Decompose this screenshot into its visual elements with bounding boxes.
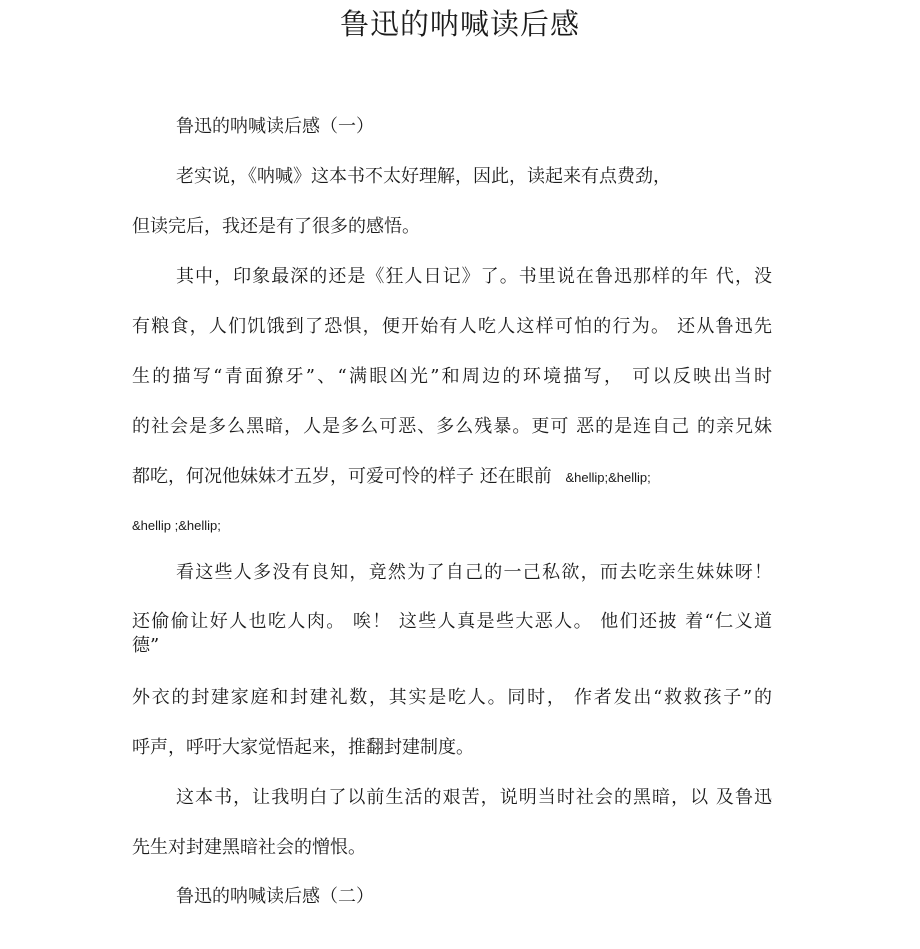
paragraph-3-line-2 bbox=[132, 610, 772, 658]
paragraph-2-line-1: 其中，印象最深的还是《狂人日记》了。书里说在鲁迅那样的年 代，没 bbox=[176, 266, 772, 287]
paragraph-4-line-2: 先生对封建黑暗社会的憎恨。 bbox=[132, 837, 366, 858]
paragraph-3-line-1: 看这些人多没有良知，竟然为了自己的一己私欲，而去吃亲生妹妹呀！ bbox=[176, 562, 772, 583]
paragraph-2-line-2: 有粮食，人们饥饿到了恐惧，便开始有人吃人这样可怕的行为。 还从鲁迅先 bbox=[132, 316, 772, 337]
paragraph-1-line-2: 但读完后，我还是有了很多的感悟。 bbox=[132, 216, 420, 237]
paragraph-3-line-2-part-2: 德” bbox=[132, 635, 160, 656]
paragraph-2-line-6-entity: &hellip ;&hellip; bbox=[132, 518, 221, 533]
paragraph-2-ellipsis-entity: &hellip;&hellip; bbox=[565, 470, 651, 485]
paragraph-1-line-1: 老实说，《呐喊》这本书不太好理解，因此，读起来有点费劲， bbox=[176, 166, 671, 187]
paragraph-3-line-4: 呼声，呼吁大家觉悟起来，推翻封建制度。 bbox=[132, 737, 474, 758]
section-heading-2: 鲁迅的呐喊读后感（二） bbox=[176, 886, 374, 907]
paragraph-2-line-5 bbox=[132, 464, 651, 491]
paragraph-2-line-3: 生的描写“青面獠牙”、“满眼凶光”和周边的环境描写， 可以反映出当时 bbox=[132, 366, 772, 387]
paragraph-2-line-5-text: 都吃，何况他妹妹才五岁，可爱可怜的样子 还在眼前 bbox=[132, 466, 552, 487]
paragraph-3-line-3: 外衣的封建家庭和封建礼数，其实是吃人。同时， 作者发出“救救孩子”的 bbox=[132, 687, 772, 708]
document-title: 鲁迅的呐喊读后感 bbox=[339, 7, 580, 41]
paragraph-4-line-1: 这本书，让我明白了以前生活的艰苦，说明当时社会的黑暗，以 及鲁迅 bbox=[176, 787, 772, 808]
section-heading-1: 鲁迅的呐喊读后感（一） bbox=[176, 116, 374, 137]
paragraph-2-line-4: 的社会是多么黑暗，人是多么可恶、多么残暴。更可 恶的是连自己 的亲兄妹 bbox=[132, 416, 772, 437]
paragraph-3-line-2-part-1: 还偷偷让好人也吃人肉。 唉！ 这些人真是些大恶人。 他们还披 着“仁义道 bbox=[132, 611, 772, 632]
